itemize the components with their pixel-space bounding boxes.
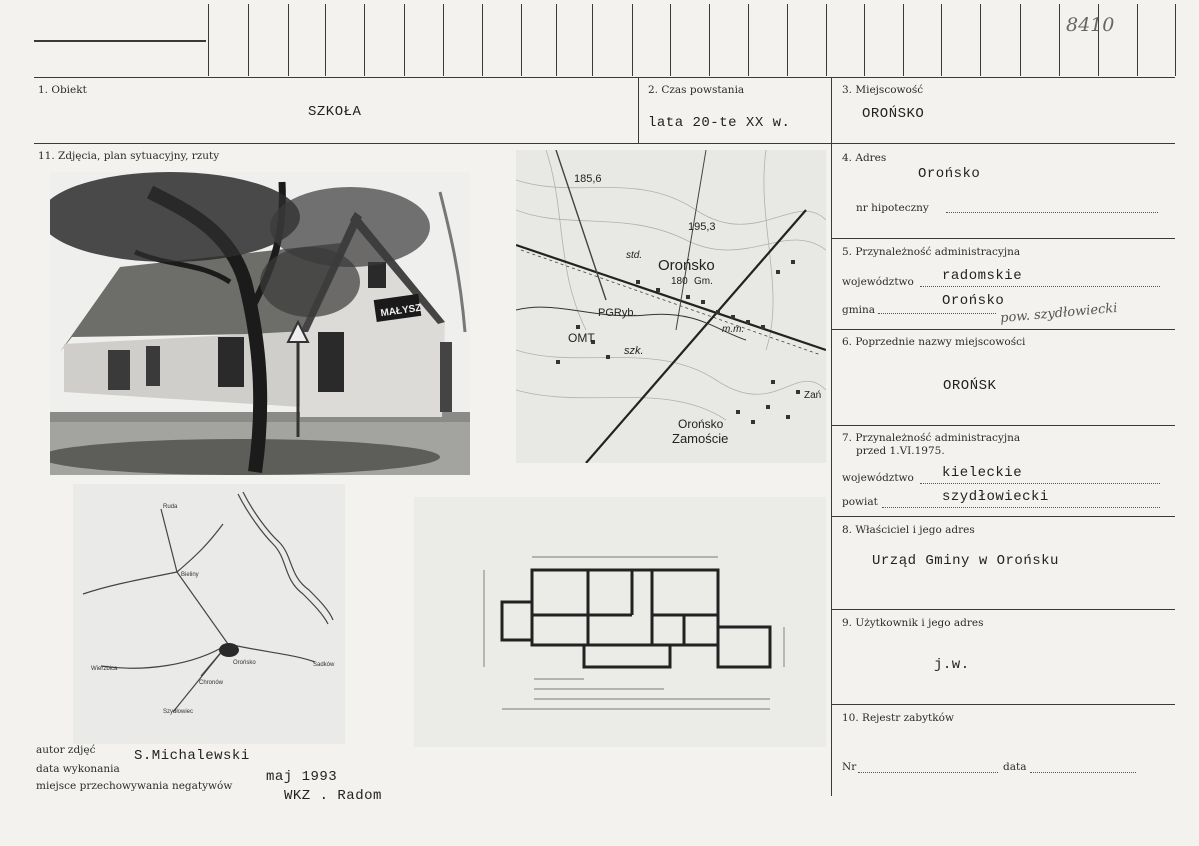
wlasciciel-label: 8. Właściciel i jego adres: [842, 524, 975, 536]
rejestr-nr-label: Nr: [842, 761, 857, 773]
map-label-oronsko: Orońsko: [658, 257, 715, 274]
admin-old-label: 7. Przynależność administracyjna: [842, 432, 1021, 444]
map-label-height-2: 195,3: [688, 221, 716, 233]
sketch-label-bieliny: Bieliny: [181, 572, 199, 578]
rejestr-label: 10. Rejestr zabytków: [842, 712, 954, 724]
school-photo: [50, 172, 470, 475]
gmina-label: gmina: [842, 304, 876, 316]
miejsce-value: WKZ . Radom: [284, 788, 382, 804]
map-label-zan: Zań: [804, 390, 822, 401]
card-number: 8410: [1066, 14, 1115, 36]
map-label-std: std.: [626, 250, 643, 261]
miejscowosc-label: 3. Miejscowość: [842, 84, 924, 96]
map-label-mm: m.m.: [722, 324, 745, 335]
sketch-label-sadkow: Sadków: [313, 662, 335, 668]
map-label-height-1: 185,6: [574, 173, 602, 185]
floor-plan: [414, 497, 826, 747]
wlasciciel-value: Urząd Gminy w Orońsku: [872, 553, 1059, 569]
sketch-label-ruda: Ruda: [163, 504, 178, 510]
miejscowosc-value: OROŃSKO: [862, 106, 925, 122]
admin-label: 5. Przynależność administracyjna: [842, 246, 1021, 258]
uzytkownik-label: 9. Użytkownik i jego adres: [842, 617, 984, 629]
woj-value: radomskie: [942, 268, 1023, 284]
miejsce-label: miejsce przechowywania negatywów: [36, 780, 233, 792]
rejestr-data-label: data: [1003, 761, 1027, 773]
obiekt-value: SZKOŁA: [308, 104, 362, 120]
poprzednie-value: OROŃSK: [943, 378, 997, 394]
map-label-oronsko-2: Orońsko: [678, 417, 724, 431]
map-label-gm: Gm.: [694, 276, 713, 287]
autor-value: S.Michalewski: [134, 748, 250, 764]
zdjecia-label: 11. Zdjęcia, plan sytuacyjny, rzuty: [38, 150, 220, 162]
powiat-handwritten-note: pow. szydłowiecki: [999, 300, 1118, 327]
map-label-omt: OMT: [568, 331, 595, 345]
sketch-label-oronsko: Orońsko: [233, 660, 256, 666]
autor-label: autor zdjęć: [36, 744, 96, 756]
czas-label: 2. Czas powstania: [648, 84, 745, 96]
topographic-map: [516, 150, 826, 463]
woj-old-value: kieleckie: [942, 465, 1023, 481]
obiekt-label: 1. Obiekt: [38, 84, 87, 96]
woj-old-label: województwo: [842, 472, 914, 484]
powiat-old-value: szydłowiecki: [942, 489, 1049, 505]
data-value: maj 1993: [266, 769, 338, 785]
sketch-label-szydlowiec: Szydłowiec: [163, 709, 194, 715]
location-sketch-map: [73, 484, 345, 744]
admin-old-label-date: przed 1.VI.1975.: [856, 445, 945, 457]
map-label-180: 180: [671, 276, 688, 287]
adres-label: 4. Adres: [842, 152, 887, 164]
map-label-pgryb: PGRyb.: [598, 307, 637, 319]
poprzednie-label: 6. Poprzednie nazwy miejscowości: [842, 336, 1026, 348]
photo-sign-text: MAŁYSZ: [379, 302, 423, 320]
hipoteczny-label: nr hipoteczny: [856, 202, 929, 214]
adres-value: Orońsko: [918, 166, 981, 182]
powiat-old-label: powiat: [842, 496, 878, 508]
gmina-value: Orońsko: [942, 293, 1005, 309]
uzytkownik-value: j.w.: [934, 657, 970, 673]
woj-label: województwo: [842, 276, 914, 288]
map-label-szk: szk.: [624, 345, 644, 357]
czas-value: lata 20-te XX w.: [648, 115, 791, 131]
data-label: data wykonania: [36, 763, 120, 775]
sketch-label-chronow: Chronów: [199, 680, 224, 686]
map-label-zamoscie: Zamoście: [672, 431, 729, 446]
sketch-label-wierzbica: Wierzbica: [91, 666, 118, 672]
